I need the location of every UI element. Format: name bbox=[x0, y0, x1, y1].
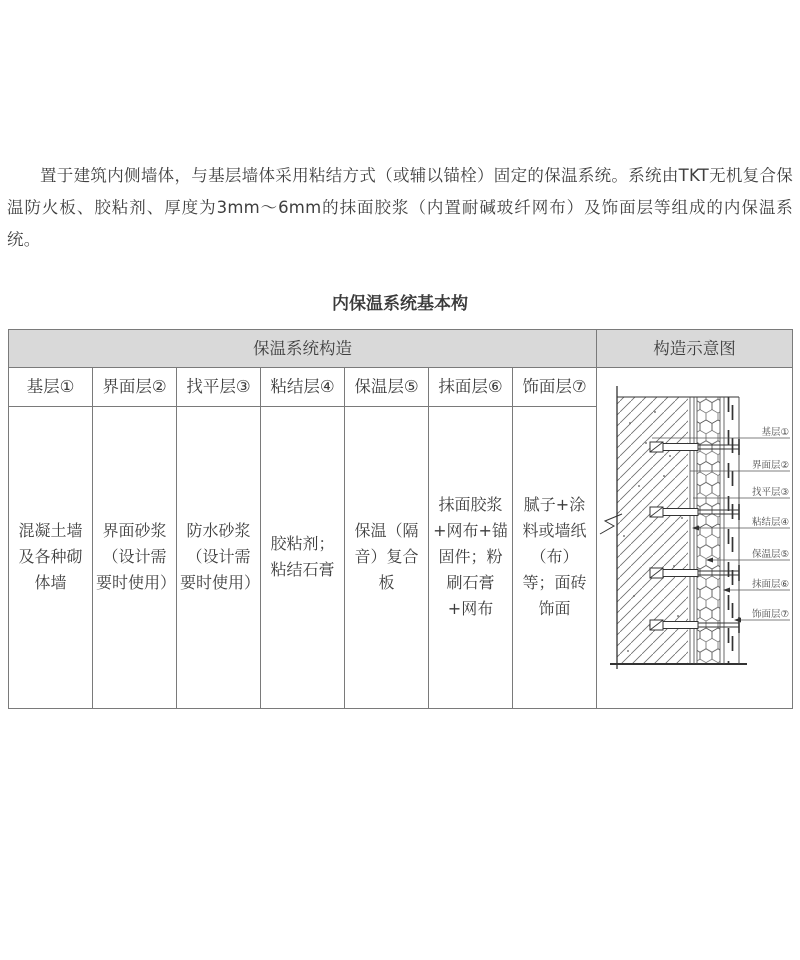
table-column-header-row bbox=[9, 368, 793, 407]
group-header-system-construction: 保温系统构造 bbox=[9, 330, 597, 368]
cell-base-layer: 混凝土墙及各种砌体墙 bbox=[9, 406, 93, 708]
label-leveling-layer: 找平层③ bbox=[751, 487, 789, 498]
label-bonding-layer: 粘结层④ bbox=[751, 517, 789, 528]
column-header-4: 粘结层④ bbox=[261, 368, 345, 407]
document-page bbox=[0, 160, 800, 709]
cell-interface-layer: 界面砂浆（设计需要时使用） bbox=[93, 406, 177, 708]
column-header-3: 找平层③ bbox=[177, 368, 261, 407]
label-interface-layer: 界面层② bbox=[751, 460, 789, 471]
construction-diagram-cell bbox=[597, 368, 793, 709]
column-header-2: 界面层② bbox=[93, 368, 177, 407]
table-group-header-row bbox=[9, 330, 793, 368]
diagram-labels bbox=[752, 426, 789, 620]
cell-finish-layer: 腻子+涂料或墙纸（布）等；面砖饰面 bbox=[513, 406, 597, 708]
column-header-6: 抹面层⑥ bbox=[429, 368, 513, 407]
column-header-5: 保温层⑤ bbox=[345, 368, 429, 407]
label-base-layer: 基层① bbox=[761, 427, 789, 438]
table-title: 内保温系统基本构 bbox=[332, 294, 468, 314]
insulation-system-table bbox=[8, 329, 793, 709]
intro-paragraph: 置于建筑内侧墙体，与基层墙体采用粘结方式（或辅以锚栓）固定的保温系统。系统由TKT无机复合保温防火板、胶粘剂、厚度为3mm～6mm的抹面胶浆（内置耐碱玻纤网布）及饰面层等组成的内保温系统。 bbox=[7, 166, 793, 249]
label-insulation-layer: 保温层⑤ bbox=[751, 549, 789, 560]
cell-insulation-layer: 保温（隔音）复合板 bbox=[345, 406, 429, 708]
group-header-diagram: 构造示意图 bbox=[597, 330, 793, 368]
cell-leveling-layer: 防水砂浆（设计需要时使用） bbox=[177, 406, 261, 708]
cell-render-layer: 抹面胶浆+网布+锚固件；粉刷石膏+网布 bbox=[429, 406, 513, 708]
label-finish-layer: 饰面层⑦ bbox=[751, 609, 789, 620]
column-header-7: 饰面层⑦ bbox=[513, 368, 597, 407]
column-header-1: 基层① bbox=[9, 368, 93, 407]
label-render-layer: 抹面层⑥ bbox=[751, 579, 789, 590]
construction-diagram bbox=[598, 368, 792, 700]
cell-bonding-layer: 胶粘剂；粘结石膏 bbox=[261, 406, 345, 708]
